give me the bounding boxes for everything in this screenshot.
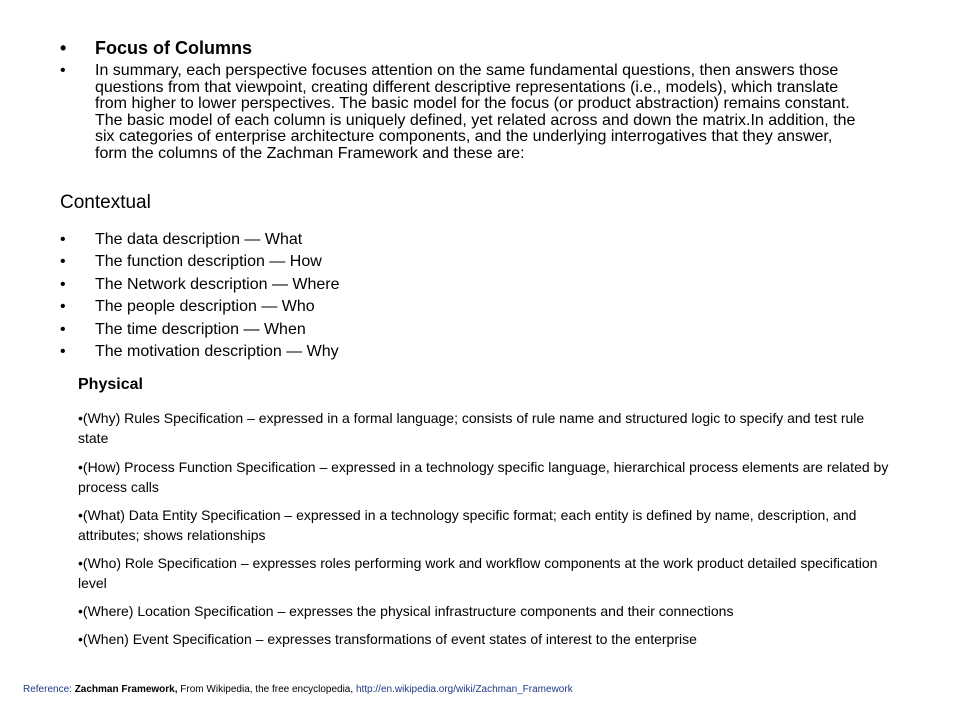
contextual-item-text: The Network description — Where: [95, 276, 340, 293]
contextual-item: [60, 321, 306, 339]
bullet: •: [60, 62, 66, 79]
contextual-item-text: The function description — How: [95, 253, 322, 270]
physical-item: •(What) Data Entity Specification – expressed in a technology specific format; each entity is defined by name, description, and attributes; shows relationships: [78, 507, 857, 543]
bullet: •: [60, 38, 67, 58]
physical-item: •(Why) Rules Specification – expressed in a formal language; consists of rule name and structured logic to specify and test rule state: [78, 410, 865, 446]
summary-text: In summary, each perspective focuses attention on the same fundamental questions, then answers those questions from that viewpoint, creating different descriptive representations (i.e., models), which translate from higher to lower perspectives. The basic model for the focus (or product abstraction) remains constant. The basic model of each column is uniquely defined, yet related across and down the matrix.In addition, the six categories of enterprise architecture components, and the underlying interrogatives that they answer, form the columns of the Zachman Framework and these are:: [95, 62, 856, 162]
physical-title: Physical: [78, 376, 143, 393]
reference-line: [23, 684, 573, 695]
contextual-item: [60, 343, 339, 361]
reference-link[interactable]: http://en.wikipedia.org/wiki/Zachman_Framework: [355, 684, 573, 695]
bullet: •: [60, 343, 66, 360]
contextual-item-text: The people description — Who: [95, 298, 315, 315]
contextual-item-text: The data description — What: [95, 231, 303, 248]
physical-item: •(When) Event Specification – expresses transformations of event states of interest to the enterprise: [78, 631, 697, 647]
contextual-item-text: The motivation description — Why: [95, 343, 339, 360]
summary-paragraph: [60, 63, 880, 162]
contextual-item: [60, 298, 315, 316]
reference-label: Reference:: [23, 684, 75, 695]
bullet: •: [60, 231, 66, 248]
contextual-item: [60, 276, 340, 294]
reference-source: From Wikipedia, the free encyclopedia,: [177, 684, 356, 695]
contextual-item: [60, 231, 302, 249]
contextual-title: Contextual: [60, 192, 151, 213]
physical-item: •(Who) Role Specification – expresses roles performing work and workflow components at the work product detailed specification level: [78, 555, 878, 591]
contextual-item-text: The time description — When: [95, 321, 306, 338]
physical-item: •(Where) Location Specification – expresses the physical infrastructure components and their connections: [78, 603, 734, 619]
bullet: •: [60, 276, 66, 293]
bullet: •: [60, 298, 66, 315]
heading-text: Focus of Columns: [95, 38, 252, 58]
contextual-item: [60, 253, 322, 271]
heading-focus-of-columns: [60, 38, 252, 59]
reference-title: Zachman Framework,: [74, 684, 178, 695]
bullet: •: [60, 321, 66, 338]
physical-item: •(How) Process Function Specification – expressed in a technology specific language, hierarchical process elements are related by process calls: [78, 459, 889, 495]
bullet: •: [60, 253, 66, 270]
